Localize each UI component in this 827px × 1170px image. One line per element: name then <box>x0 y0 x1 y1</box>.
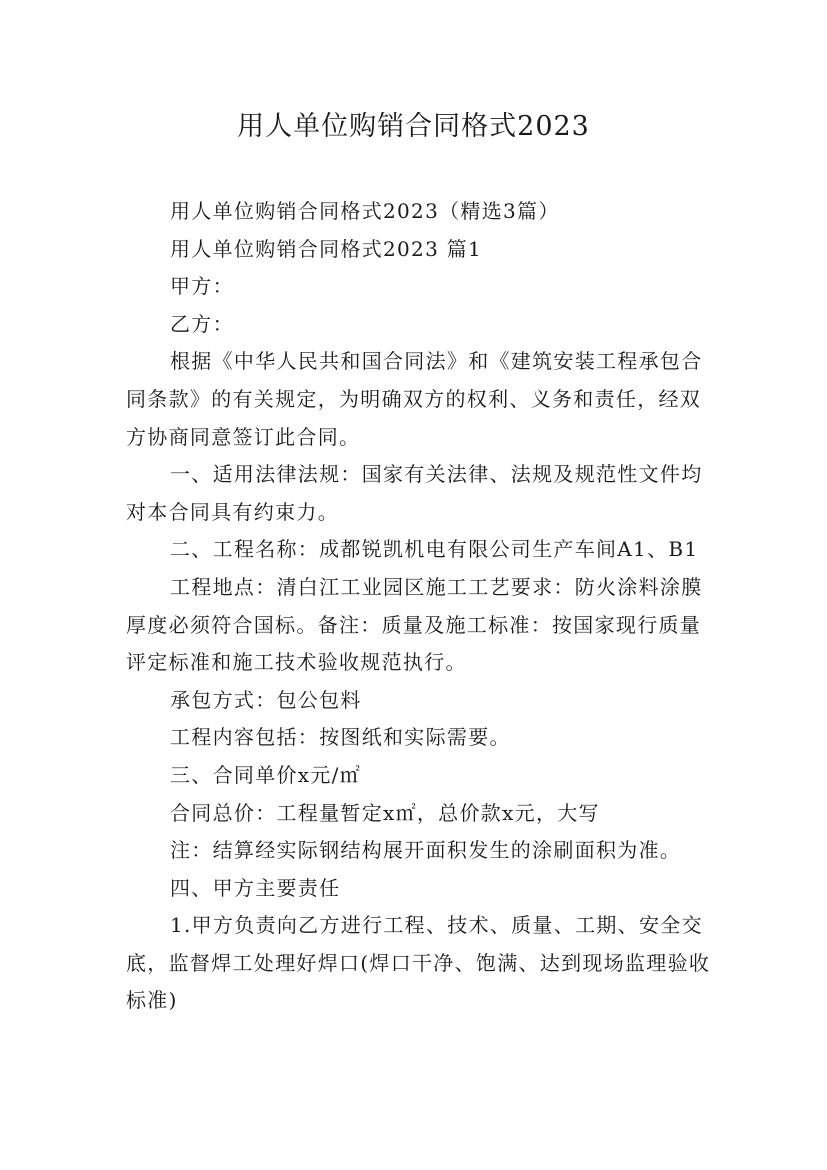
paragraph-party-a: 甲方： <box>170 274 234 299</box>
paragraph-subtitle: 用人单位购销合同格式2023（精选3篇） <box>170 199 560 223</box>
paragraph-total-price: 合同总价：工程量暂定x㎡，总价款x元，大写 <box>170 800 600 825</box>
paragraph-note: 注：结算经实际钢结构展开面积发生的涂刷面积为准。 <box>170 838 682 863</box>
paragraph-contract-method: 承包方式：包公包料 <box>170 687 362 712</box>
document-title: 用人单位购销合同格式2023 <box>237 111 590 142</box>
paragraph-preamble: 根据《中华人民共和国合同法》和《建筑安装工程承包合同条款》的有关规定，为明确双方的权利、义务和责任，经双方协商同意签订此合同。 <box>126 349 703 449</box>
paragraph-clause-3: 三、合同单价x元/㎡ <box>170 762 362 787</box>
paragraph-project-location: 工程地点：清白江工业园区施工工艺要求：防火涂料涂膜厚度必须符合国标。备注：质量及施工标准：按国家现行质量评定标准和施工技术验收规范执行。 <box>126 574 703 675</box>
paragraph-clause-4: 四、甲方主要责任 <box>170 875 341 900</box>
paragraph-clause-4-item-1: 1.甲方负责向乙方进行工程、技术、质量、工期、安全交底，监督焊工处理好焊口(焊口干净、饱满、达到现场监理验收标准) <box>126 913 711 1013</box>
paragraph-clause-1: 一、适用法律法规：国家有关法律、法规及规范性文件均对本合同具有约束力。 <box>126 462 703 524</box>
paragraph-clause-2: 二、工程名称：成都锐凯机电有限公司生产车间A1、B1 <box>170 537 699 562</box>
paragraph-section-heading: 用人单位购销合同格式2023 篇1 <box>170 236 483 261</box>
paragraph-project-content: 工程内容包括：按图纸和实际需要。 <box>170 725 511 750</box>
paragraph-party-b: 乙方： <box>170 311 234 336</box>
document-body <box>126 193 716 1020</box>
